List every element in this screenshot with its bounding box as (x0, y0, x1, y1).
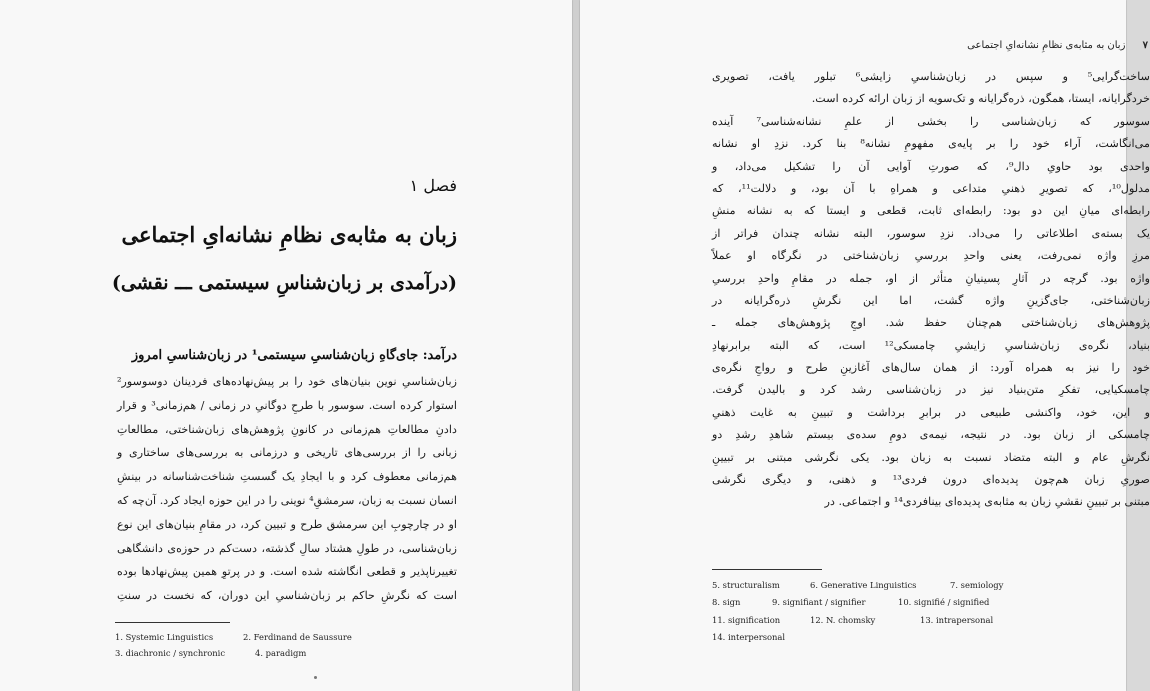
footnote: 13. intrapersonal (920, 614, 994, 625)
text-line: مرزِ واژه نمی‌رفت، یعنی واحدِ بررسیِ زبان‌شناختی در نگرگاه او عملاً (712, 249, 1150, 263)
text-line: سوسور که زبان‌شناسی را بخشی از علمِ نشانه‌شناسی⁷ آینده (712, 114, 1150, 128)
chapter-number: فصل ۱ (409, 176, 457, 195)
footnote: 8. sign (712, 597, 741, 608)
text-line: چامسکیایی، تفکرِ متن‌بنیاد نیز در زبان‌شناسی رشد کرد و بالیدن گرفت. (712, 383, 1150, 397)
running-head (708, 40, 1148, 51)
footnote-row (115, 629, 455, 645)
footnote: 11. signification (712, 614, 781, 625)
text-line: دادنِ مطالعاتِ هم‌زمانی در کانونِ پژوهش‌های زبان‌شناختی، مطالعاتِ (117, 422, 457, 436)
footnote: 3. diachronic / synchronic (115, 648, 226, 658)
text-line: چامسکی از زبان بود. در نتیجه، نیمه‌ی دومِ سده‌ی بیستم شاهدِ رشدِ دو (712, 428, 1150, 442)
footnote: 6. Generative Linguistics (810, 580, 917, 590)
text-line: خردگرایانه، ایستا، همگون، ذره‌گرایانه و تک‌سویه از زبان ارائه کرده است. (811, 92, 1150, 106)
footnote: 2. Ferdinand de Saussure (243, 632, 352, 642)
footnote-row (712, 629, 1132, 646)
footnote: 4. paradigm (255, 648, 307, 658)
footnote: 10. signifié / signified (898, 597, 990, 608)
text-line: ساخت‌گرایی⁵ و سپس در زبان‌شناسیِ زایشی⁶ تبلور یافت، تصویری (712, 70, 1150, 83)
footnote-row (115, 645, 455, 661)
chapter-subtitle: (درآمدی بر زبان‌شناسِ سیستمی ـــ نقشی) (111, 272, 457, 294)
text-line: واحدی بود حاویِ دال⁹، که صورتِ آوایی آن را تشکیل می‌داد، و (712, 159, 1150, 173)
text-line: او در چارچوبِ این سرمشق طرح و تبیین کرد، در مقامِ بنیان‌های این نوع (117, 517, 457, 531)
footnote-row (712, 577, 1132, 594)
footnote-divider (712, 569, 822, 570)
text-line: مبتنی بر تبیینِ نقشیِ زبان به مثابه‌ی پدیده‌ای بینافردی¹⁴ و اجتماعی. در (824, 495, 1150, 509)
right-footnotes (712, 577, 1132, 647)
footnote: 14. interpersonal (712, 632, 786, 643)
footnote-divider (115, 622, 230, 623)
text-line: می‌انگاشت، آراء خود را بر پایه‌ی مفهومِ نشانه⁸ بنا کرد. نزدِ او نشانه (712, 137, 1150, 151)
text-line: صوریِ زبان هم‌چون پدیده‌ای درون فردی¹³ و ذهنی، و دیگری نگرشی (712, 473, 1150, 487)
left-body-text (117, 370, 457, 608)
text-line: واژه بود. گرچه در آثارِ پسینیانِ متأثر از او، جمله در مقامِ واحدِ بررسیِ (712, 271, 1150, 285)
text-line: خود را نیز به همراه آورد: از همان سال‌های آغازینِ طرح و رواجِ نگره‌ی (712, 361, 1150, 375)
text-line: مدلول¹⁰، که تصویرِ ذهنیِ متداعی و همراهِ با آن بود، و دلالت¹¹، که (712, 181, 1150, 195)
left-footnotes (115, 629, 455, 661)
text-line: تغییرناپذیر و قطعی انگاشته شده است. و در پرتوِ همین پیش‌نهادها بوده (117, 565, 457, 579)
text-line: زبان‌شناسیِ نوین بنیان‌های خود را بر پیش‌نهاده‌های فردینان دوسوسور² (117, 375, 457, 388)
text-line: بنیاد، نگره‌ی زبان‌شناسیِ زایشیِ چامسکی¹² است، که البته برابرنهادِ (712, 338, 1150, 352)
text-line: استوار کرده است. سوسور با طرحِ دوگانیِ در زمانی / هم‌زمانی³ و قرار (117, 398, 457, 412)
text-line: زبانی را از بررسی‌های تاریخی و درزمانی به بررسی‌های ساختاری و (117, 446, 457, 460)
text-line: هم‌زمانی معطوف کرد و با ایجادِ یک گسستِ شناخت‌شناسانه در بینشِ (117, 470, 457, 484)
running-head-title: زبان به مثابه‌ی نظامِ نشانه‌ایِ اجتماعی (967, 40, 1126, 51)
right-body-text (712, 66, 1150, 514)
footnote: 7. semiology (950, 580, 1004, 590)
right-page (580, 0, 1150, 691)
left-page (0, 0, 572, 691)
text-line: است که نگرشِ حاکم بر زبان‌شناسیِ این دوران، که نخست در سنتِ (117, 589, 457, 603)
chapter-title: زبان به مثابه‌ی نظامِ نشانه‌ایِ اجتماعی (121, 222, 457, 247)
text-line: و این، خود، واکنشی طبیعی در برابرِ برداشت و تبیینِ به غایت ذهنیِ (712, 405, 1150, 419)
text-line: زبان‌شناختی، جای‌گزینِ واژه گشت، اما این نگرشِ ذره‌گرایانه در (712, 293, 1150, 307)
footnote: 1. Systemic Linguistics (115, 632, 214, 642)
footnote: 12. N. chomsky (810, 614, 876, 625)
footnote: 5. structuralism (712, 580, 780, 590)
footnote-row (712, 594, 1132, 611)
text-line: نگرشِ عام و البته متضاد نسبت به زبان بود. یکی نگرشی مبتنی بر تبیینِ (712, 450, 1150, 464)
text-line: پژوهش‌های زبان‌شناختی هم‌چنان حفظ شد. اوجِ پژوهش‌های جمله ـ (712, 316, 1150, 330)
text-line: زبان‌شناسی، در طولِ هشتاد سالِ گذشته، دست‌کم در حوزه‌ی دانشگاهی (117, 541, 457, 555)
book-gutter (572, 0, 580, 691)
page-mark (314, 676, 317, 679)
page-number: ۷ (1142, 40, 1148, 51)
text-line: انسان نسبت به زبان، سرمشقِ⁴ نوینی را در این حوزه ایجاد کرد. آن‌چه که (117, 493, 457, 507)
text-line: یک بسته‌ی اطلاعاتی را می‌داد. نزدِ سوسور، البته نشانه چندان فراتر از (712, 226, 1150, 240)
footnote-row (712, 612, 1132, 629)
text-line: رابطه‌ای میانِ این دو بود: رابطه‌ای ثابت، قطعی و ایستا که به نشانه منشِ (712, 204, 1150, 218)
section-heading: درآمد: جای‌گاهِ زبان‌شناسیِ سیستمی¹ در زبان‌شناسیِ امروز (131, 348, 457, 363)
footnote: 9. signifiant / signifier (772, 597, 866, 608)
